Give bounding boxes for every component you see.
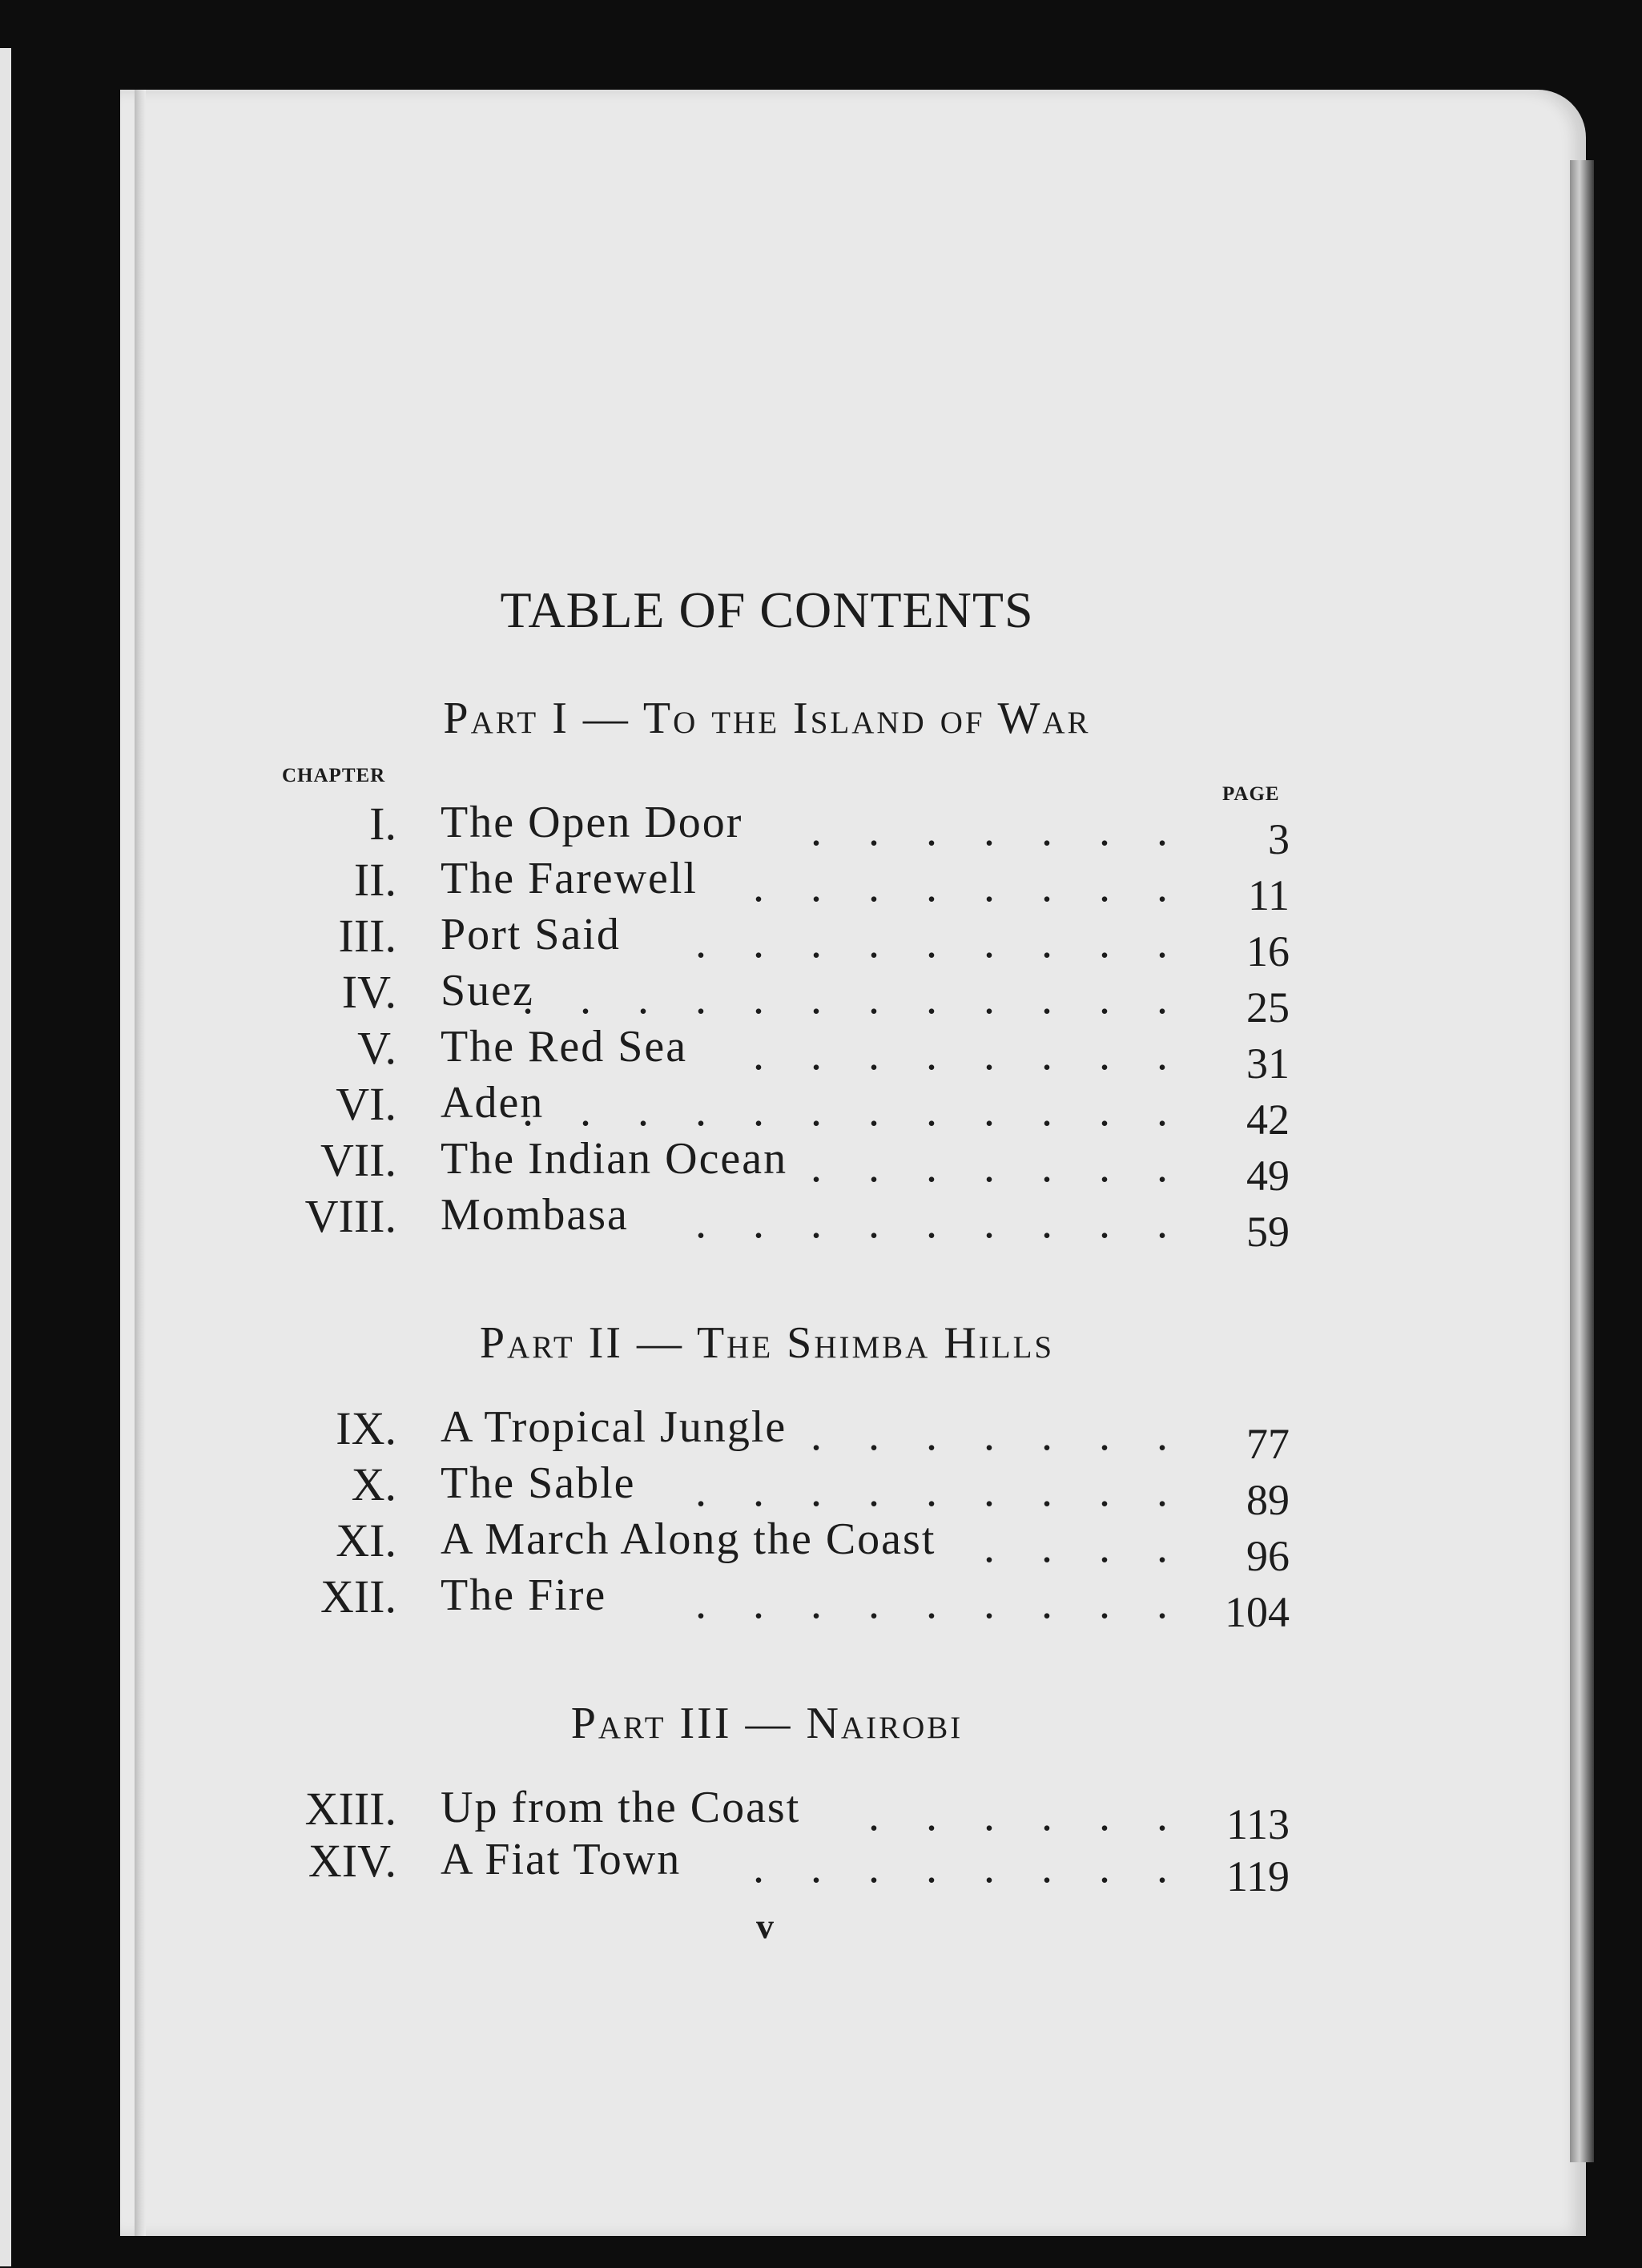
dot-leader: . . . . . . . . . (695, 1578, 1185, 1628)
toc-entry[interactable] (0, 1021, 1642, 1088)
chapter-title: Suez (441, 966, 534, 1015)
chapter-numeral: VII. (320, 1134, 396, 1186)
toc-entry[interactable] (0, 965, 1642, 1031)
part-1-heading: Part I — To the Island of War (443, 694, 1091, 743)
page-number: 49 (1246, 1152, 1290, 1200)
chapter-numeral: I. (369, 798, 396, 850)
toc-entry[interactable] (0, 1570, 1642, 1636)
chapter-numeral: XIII. (304, 1783, 396, 1835)
page-column-header: PAGE (1222, 783, 1280, 805)
dot-leader: . . . . . . . . . (695, 918, 1185, 967)
chapter-numeral: IV. (341, 966, 396, 1018)
chapter-numeral: VIII. (304, 1190, 396, 1242)
chapter-title: The Red Sea (441, 1022, 688, 1072)
dot-leader: . . . . . . . . . . . . (522, 974, 1185, 1023)
dot-leader: . . . . . . . . . (695, 1466, 1185, 1516)
page-number: 3 (1268, 815, 1290, 863)
toc-entry[interactable] (0, 1133, 1642, 1200)
page-number: 104 (1225, 1588, 1290, 1636)
chapter-title: A Tropical Jungle (441, 1402, 787, 1452)
toc-entry[interactable] (0, 909, 1642, 975)
chapter-numeral: XII. (320, 1570, 396, 1623)
dot-leader: . . . . (984, 1522, 1185, 1572)
page-number: 16 (1246, 927, 1290, 975)
chapter-numeral: XI. (336, 1514, 396, 1566)
chapter-title: A Fiat Town (441, 1835, 682, 1884)
chapter-title: A March Along the Coast (441, 1514, 936, 1564)
page-number: 89 (1246, 1476, 1290, 1524)
chapter-title: The Indian Ocean (441, 1134, 788, 1184)
toc-entry[interactable] (0, 1514, 1642, 1580)
chapter-title: The Farewell (441, 854, 698, 903)
page-number: 113 (1226, 1800, 1290, 1848)
page-number: 42 (1246, 1096, 1290, 1144)
toc-entry[interactable] (0, 797, 1642, 863)
dot-leader: . . . . . . . . (753, 1030, 1185, 1080)
page-number: 96 (1246, 1532, 1290, 1580)
page-number: 59 (1246, 1208, 1290, 1256)
chapter-numeral: VI. (336, 1078, 396, 1130)
dot-leader: . . . . . . . . (753, 862, 1185, 911)
chapter-numeral: X. (351, 1458, 396, 1510)
part-2-heading: Part II — The Shimba Hills (479, 1318, 1055, 1368)
toc-entry[interactable] (0, 1401, 1642, 1468)
toc-entry[interactable] (0, 853, 1642, 919)
toc-title: TABLE OF CONTENTS (500, 581, 1034, 638)
page-number: 77 (1246, 1420, 1290, 1468)
dot-leader: . . . . . . . (811, 806, 1185, 855)
toc-entry[interactable] (0, 1782, 1642, 1848)
chapter-title: The Fire (441, 1570, 607, 1620)
dot-leader: . . . . . . . (811, 1142, 1185, 1192)
chapter-title: The Sable (441, 1458, 636, 1508)
page-number: 25 (1246, 983, 1290, 1031)
chapter-title: Up from the Coast (441, 1783, 801, 1832)
dot-leader: . . . . . . . (811, 1410, 1185, 1460)
dot-leader: . . . . . . (868, 1791, 1185, 1840)
toc-entry[interactable] (0, 1077, 1642, 1144)
part-3-heading: Part III — Nairobi (570, 1699, 964, 1748)
chapter-title: Aden (441, 1078, 545, 1128)
page-number: 11 (1248, 871, 1290, 919)
chapter-title: Port Said (441, 910, 621, 959)
page-folio: v (756, 1907, 774, 1946)
chapter-numeral: V. (357, 1022, 396, 1074)
chapter-column-header: CHAPTER (282, 765, 386, 786)
dot-leader: . . . . . . . . (753, 1843, 1185, 1892)
toc-entry[interactable] (0, 1834, 1642, 1900)
toc-entry[interactable] (0, 1458, 1642, 1524)
chapter-title: The Open Door (441, 798, 743, 847)
dot-leader: . . . . . . . . . . . . (522, 1086, 1185, 1136)
dot-leader: . . . . . . . . . (695, 1198, 1185, 1248)
toc-entry[interactable] (0, 1189, 1642, 1256)
chapter-numeral: XIV. (308, 1835, 396, 1887)
chapter-numeral: II. (353, 854, 396, 906)
page-number: 31 (1246, 1040, 1290, 1088)
chapter-title: Mombasa (441, 1190, 629, 1240)
chapter-numeral: IX. (336, 1402, 396, 1454)
page-number: 119 (1226, 1852, 1290, 1900)
chapter-numeral: III. (338, 910, 396, 962)
